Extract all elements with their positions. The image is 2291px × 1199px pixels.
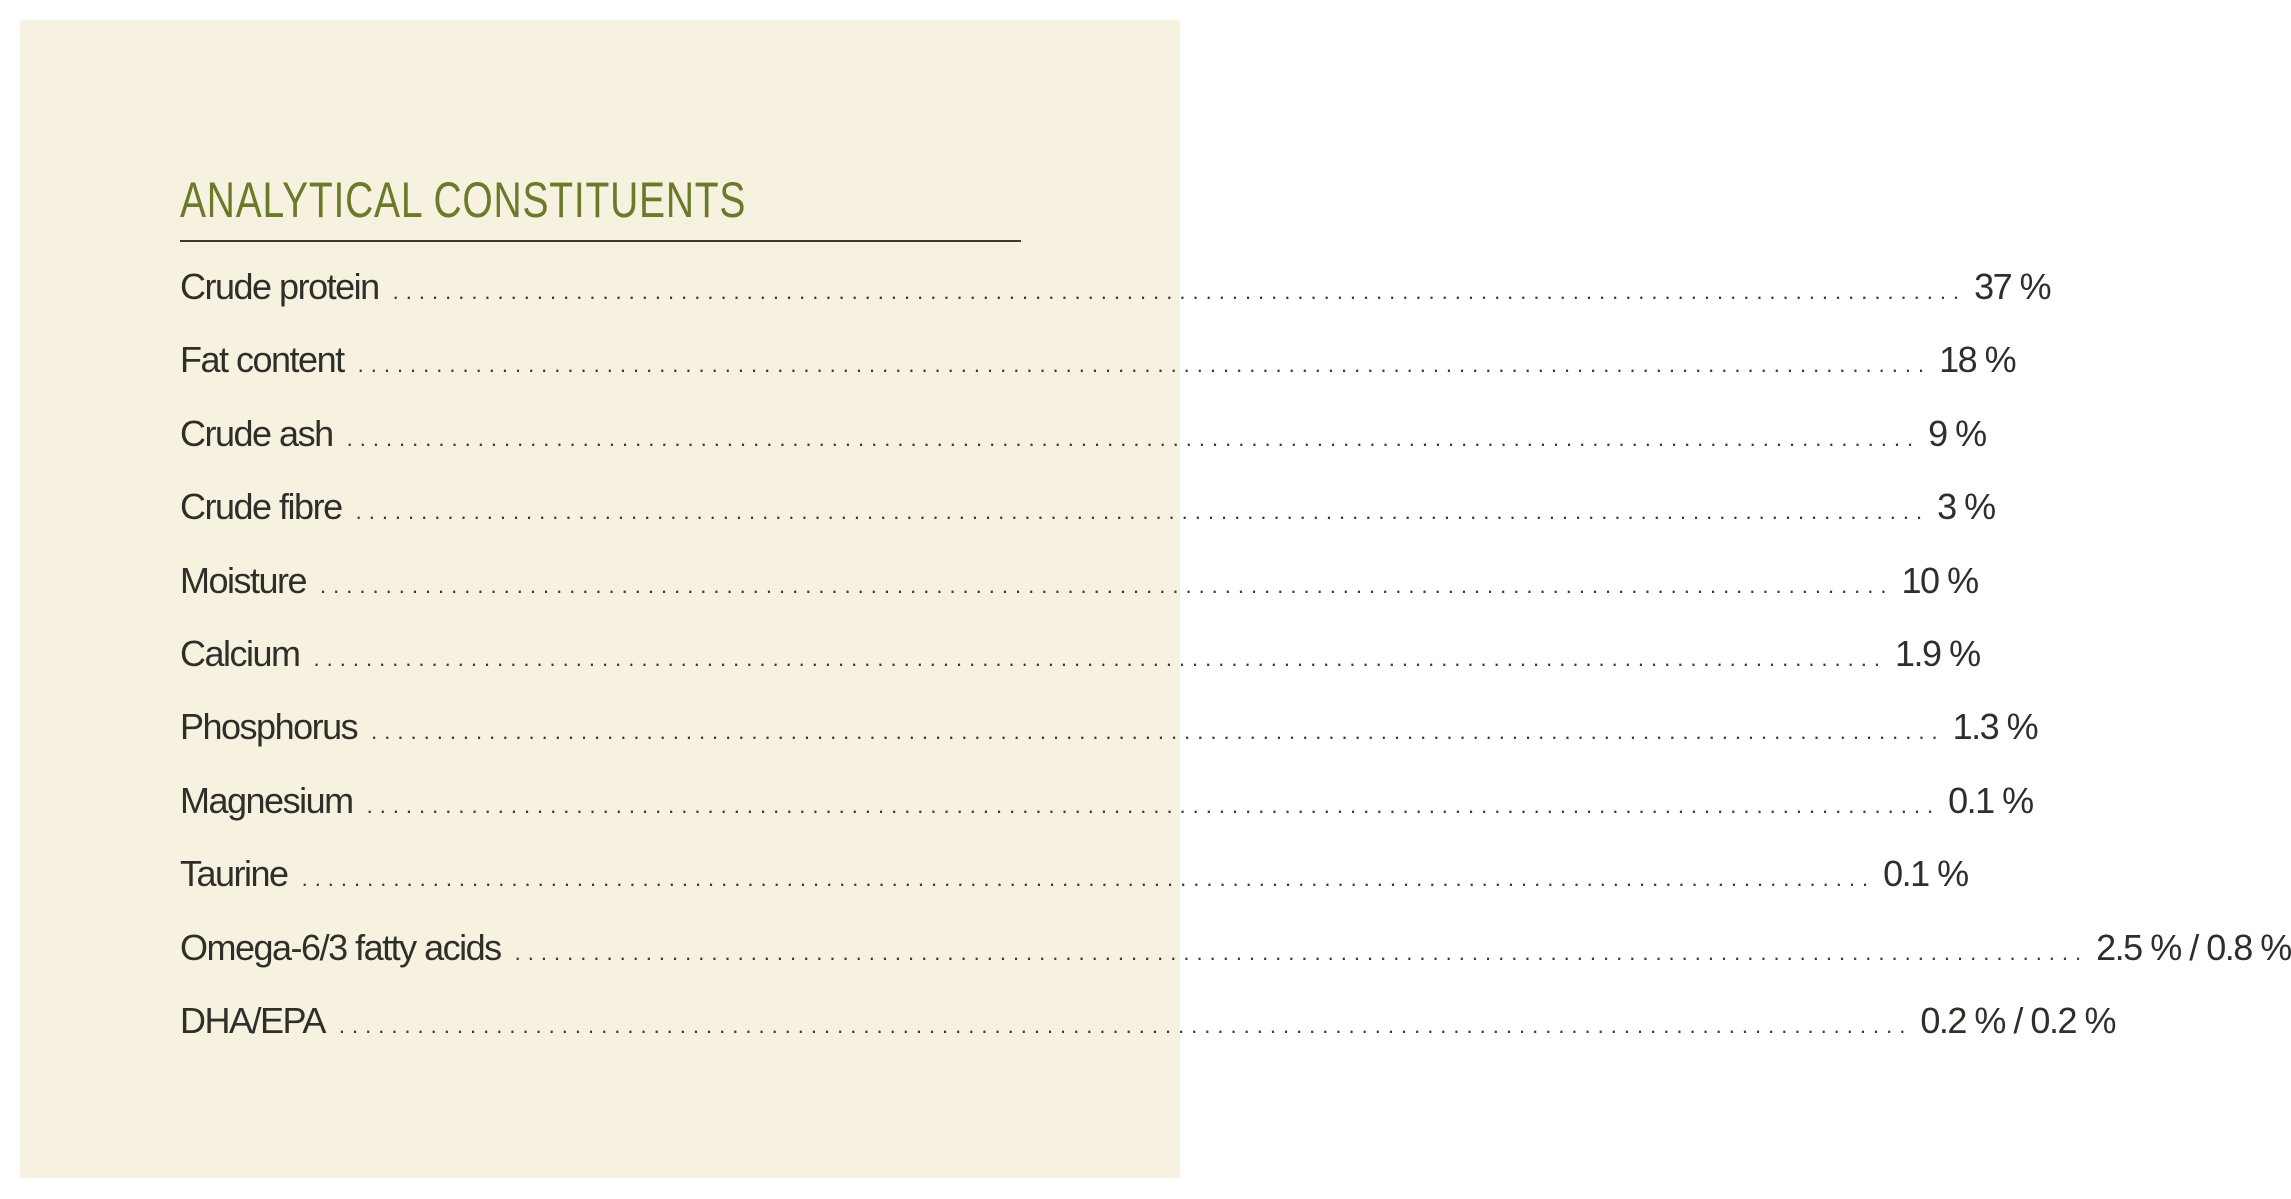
constituent-label: Moisture: [180, 559, 307, 601]
list-item: [180, 544, 1978, 617]
dot-leader: ........................................................................................................................: [514, 939, 2089, 965]
constituent-label: Magnesium: [180, 779, 353, 821]
constituent-value: 0.2 % / 0.2 %: [1920, 999, 2115, 1041]
constituent-label: Phosphorus: [180, 706, 358, 748]
constituent-label: Omega-6/3 fatty acids: [180, 926, 501, 968]
dot-leader: ........................................................................................................................: [392, 279, 1967, 304]
constituent-value: 2.5 % / 0.8 %: [2096, 926, 2291, 968]
constituent-value: 3 %: [1937, 486, 1995, 528]
dot-leader: ........................................................................................................................: [338, 1012, 1913, 1038]
dot-leader: ........................................................................................................................: [301, 866, 1876, 892]
list-item: [180, 323, 2016, 396]
constituent-value: 18 %: [1939, 339, 2016, 381]
list-item: [180, 911, 2291, 984]
dot-leader: ........................................................................................................................: [371, 719, 1945, 745]
list-item: [180, 837, 1968, 910]
constituent-label: Crude protein: [180, 266, 379, 307]
dot-leader: ........................................................................................................................: [357, 352, 1932, 378]
dot-leader: ........................................................................................................................: [320, 572, 1894, 598]
constituent-label: Calcium: [180, 632, 300, 674]
constituents-panel: [20, 20, 2291, 1178]
dot-leader: ........................................................................................................................: [313, 645, 1888, 671]
constituent-label: Crude fibre: [180, 486, 342, 528]
constituent-value: 10 %: [1901, 559, 1978, 601]
list-item: [180, 470, 1995, 543]
constituent-label: Fat content: [180, 339, 344, 381]
constituent-value: 0.1 %: [1883, 853, 1968, 895]
constituent-value: 9 %: [1928, 412, 1986, 454]
constituent-value: 1.9 %: [1895, 632, 1980, 674]
constituent-value: 37 %: [1974, 266, 2051, 307]
dot-leader: ........................................................................................................................: [366, 792, 1941, 818]
list-item: [180, 617, 1980, 690]
page-title: ANALYTICAL CONSTITUENTS: [180, 172, 747, 228]
dot-leader: ........................................................................................................................: [355, 499, 1930, 525]
constituent-label: Crude ash: [180, 412, 333, 454]
constituent-label: DHA/EPA: [180, 999, 325, 1041]
list-item: [180, 764, 2033, 837]
dot-leader: ........................................................................................................................: [346, 425, 1921, 451]
constituent-label: Taurine: [180, 853, 288, 895]
list-item: [180, 250, 2051, 323]
list-item: [180, 690, 2038, 763]
list-item: [180, 984, 2115, 1057]
constituent-value: 0.1 %: [1948, 779, 2033, 821]
title-divider: [180, 240, 1021, 242]
constituent-value: 1.3 %: [1952, 706, 2038, 748]
list-item: [180, 397, 1986, 470]
constituents-list: [180, 250, 2291, 1057]
